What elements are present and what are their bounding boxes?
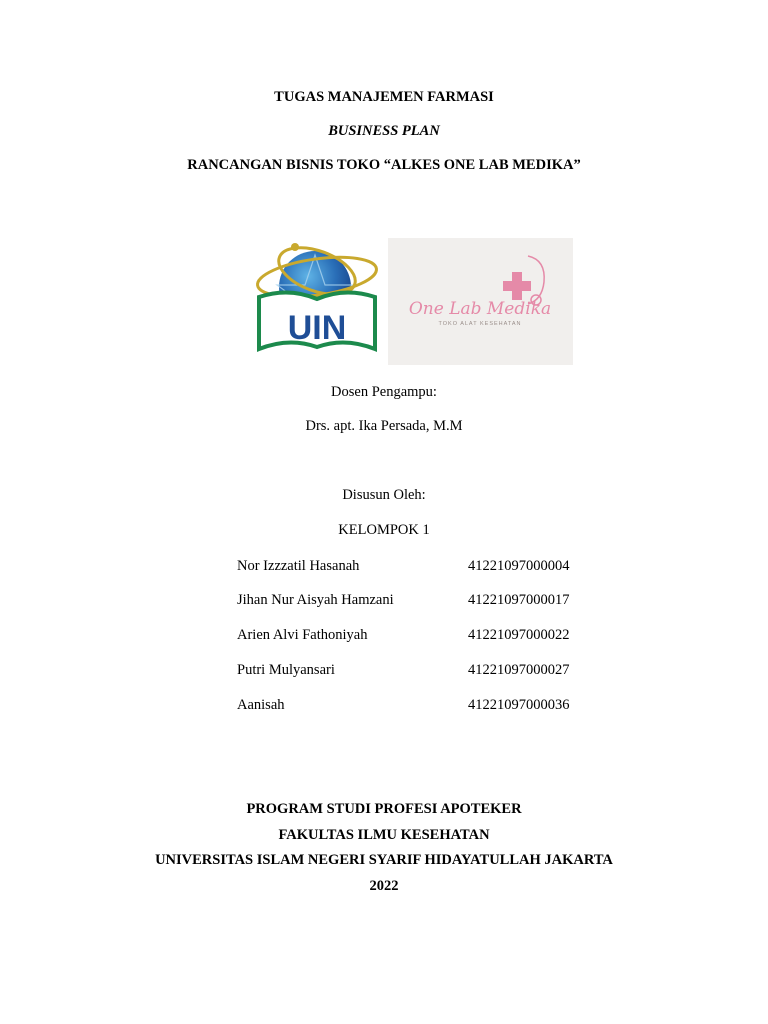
member-row	[0, 591, 768, 609]
project-title: RANCANGAN BISNIS TOKO “ALKES ONE LAB MEDIKA”	[187, 157, 581, 173]
olm-tagline: TOKO ALAT KESEHATAN	[438, 321, 522, 327]
member-nim: 41221097000017	[468, 592, 570, 608]
one-lab-medika-logo	[388, 238, 573, 365]
authors-label: Disusun Oleh:	[342, 487, 426, 503]
logo-row	[0, 237, 768, 367]
year: 2022	[369, 878, 399, 894]
member-nim: 41221097000027	[468, 662, 570, 678]
member-nim: 41221097000022	[468, 627, 570, 643]
member-nim: 41221097000004	[468, 558, 570, 574]
member-row	[0, 696, 768, 714]
group-name: KELOMPOK 1	[338, 522, 430, 538]
program-name: PROGRAM STUDI PROFESI APOTEKER	[246, 801, 522, 817]
university-name: UNIVERSITAS ISLAM NEGERI SYARIF HIDAYATULLAH JAKARTA	[155, 852, 613, 868]
member-name: Aanisah	[237, 697, 285, 713]
page-title: TUGAS MANAJEMEN FARMASI	[274, 89, 494, 105]
uin-logo-text: UIN	[287, 309, 347, 347]
page-subtitle: BUSINESS PLAN	[328, 123, 440, 139]
supervisor-name: Drs. apt. Ika Persada, M.M	[305, 418, 463, 434]
supervisor-label: Dosen Pengampu:	[331, 384, 437, 400]
olm-script-text: One Lab Medika	[408, 299, 552, 319]
member-name: Nor Izzzatil Hasanah	[237, 558, 360, 574]
one-lab-medika-logo-icon	[388, 238, 573, 365]
member-nim: 41221097000036	[468, 697, 570, 713]
member-row	[0, 661, 768, 679]
member-name: Arien Alvi Fathoniyah	[237, 627, 368, 643]
member-row	[0, 626, 768, 644]
faculty-name: FAKULTAS ILMU KESEHATAN	[278, 827, 490, 843]
uin-logo-icon	[253, 237, 381, 359]
member-name: Jihan Nur Aisyah Hamzani	[237, 592, 394, 608]
member-name: Putri Mulyansari	[237, 662, 335, 678]
uin-logo	[253, 237, 381, 359]
member-row	[0, 557, 768, 575]
